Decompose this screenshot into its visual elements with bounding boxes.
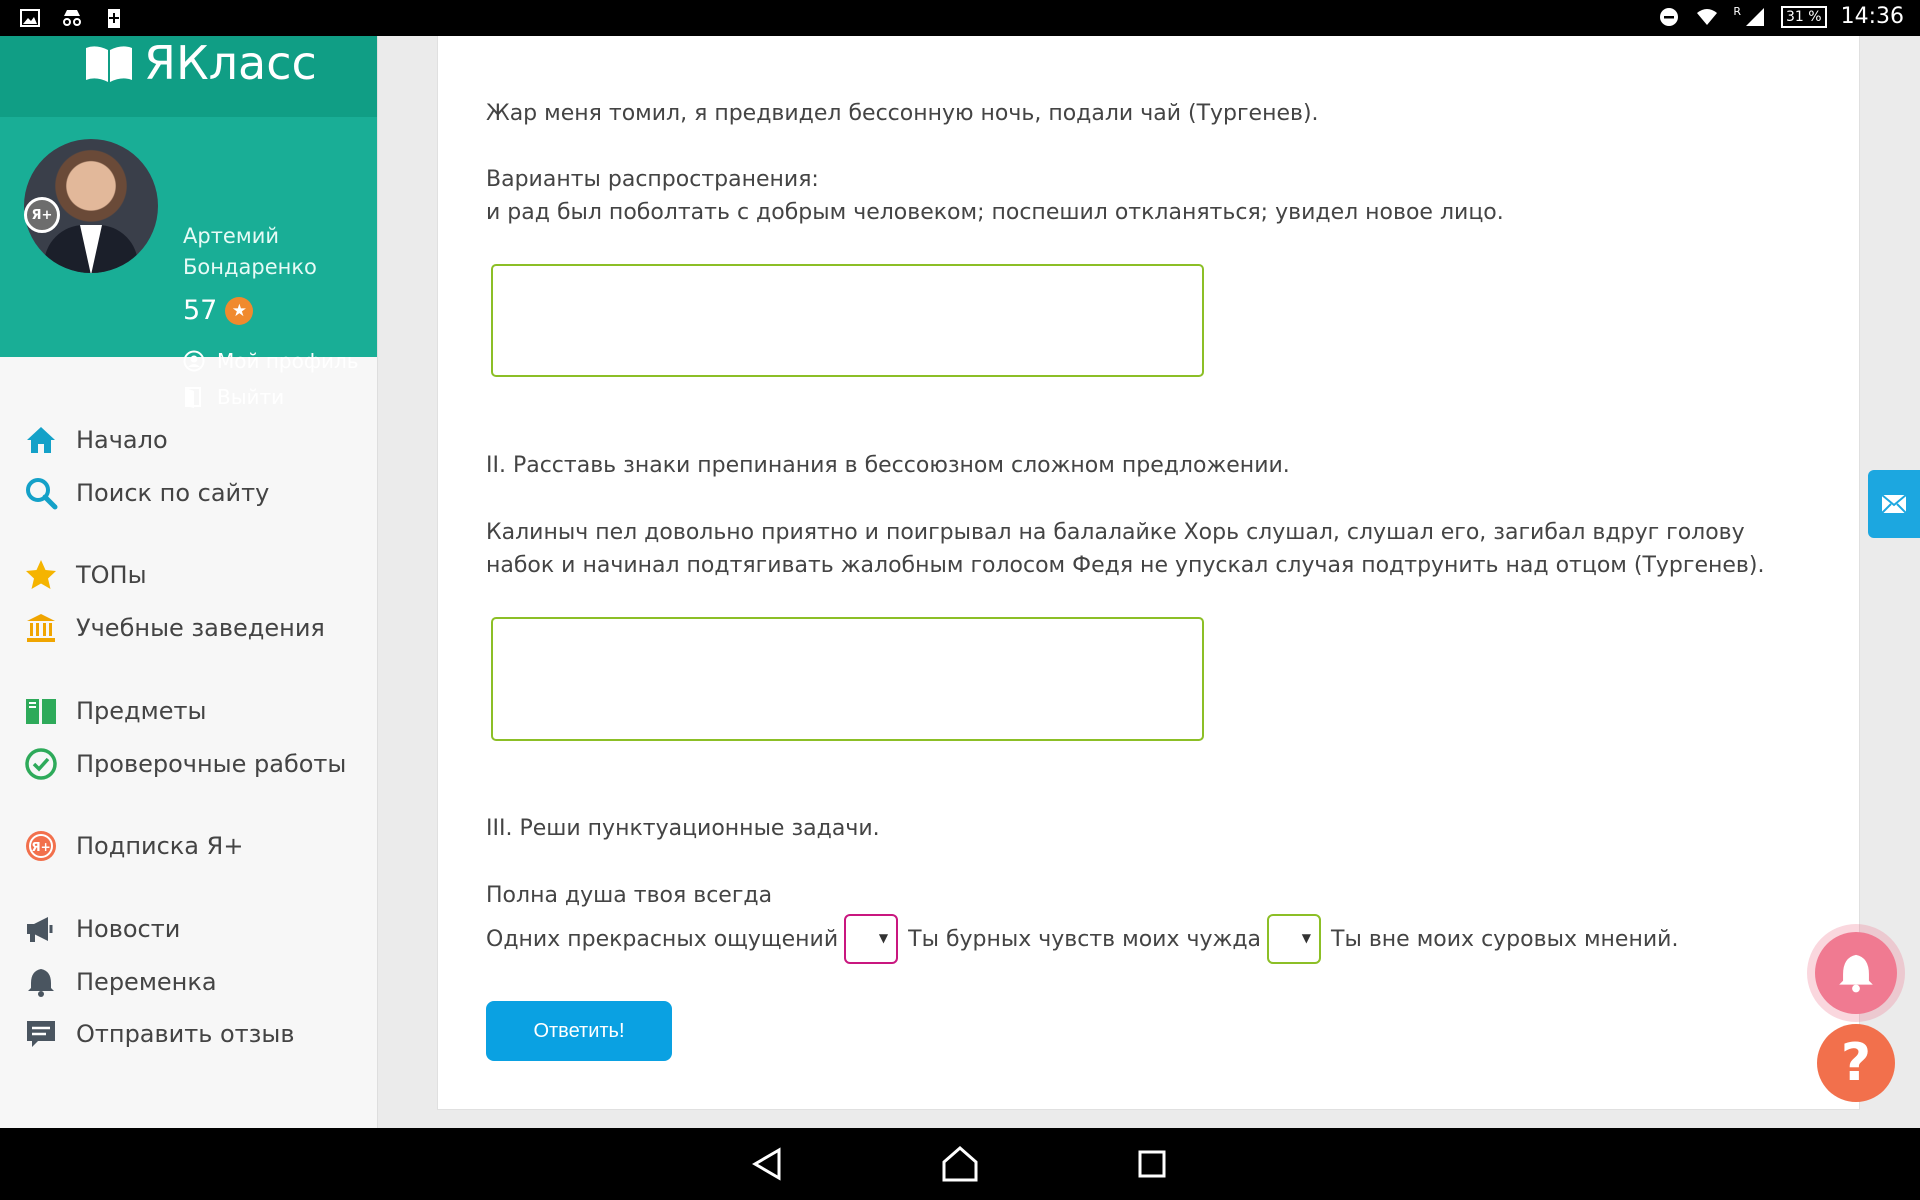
android-navigation-bar [0,1128,1920,1200]
task-card [437,36,1860,1110]
poem-part-1: Одних прекрасных ощущений [486,926,839,952]
punctuation-select-1[interactable] [844,914,898,964]
check-circle-icon [24,747,58,781]
mail-icon [1881,494,1907,514]
section-3-title: III. Реши пунктуационные задачи. [486,816,880,841]
profile-panel [0,117,377,409]
star-icon [24,558,58,592]
menu-item-subjects[interactable]: Предметы [24,694,206,728]
menu-item-news[interactable]: Новости [24,912,180,946]
feedback-mail-tab[interactable] [1868,470,1920,538]
menu-item-feedback[interactable]: Отправить отзыв [24,1017,295,1051]
question-icon: ? [1840,1033,1872,1093]
answer-input-2[interactable] [491,617,1204,741]
subscription-badge: Я+ [24,197,60,233]
svg-text:Я+: Я+ [31,840,51,854]
section-2-title: II. Расставь знаки препинания в бессоюзном сложном предложении. [486,453,1290,478]
menu-item-tops[interactable]: ТОПы [24,558,147,592]
bell-icon [1834,951,1878,995]
menu-item-tests[interactable]: Проверочные работы [24,747,346,781]
do-not-disturb-icon [1657,5,1681,29]
poem-line-1: Полна душа твоя всегда [486,883,773,908]
user-circle-icon [183,350,205,372]
submit-button[interactable]: Ответить! [486,1001,672,1061]
image-notification-icon [18,6,42,30]
roaming-indicator: R [1733,5,1742,18]
variants-label: Варианты распространения: [486,167,819,192]
variants-text: и рад был поболтать с добрым человеком; поспешил откланяться; увидел новое лицо. [486,200,1504,225]
logout-icon [183,386,205,408]
bell-icon [24,965,58,999]
poem-line-2 [486,914,1678,964]
notifications-button[interactable] [1815,932,1897,1014]
home-icon [24,423,58,457]
help-button[interactable] [1817,1024,1895,1102]
status-bar [0,0,1920,36]
poem-part-3: Ты вне моих суровых мнений. [1331,926,1679,952]
logo-area [0,36,377,117]
incognito-icon [60,6,84,30]
menu-item-search[interactable]: Поиск по сайту [24,476,269,510]
my-profile-link[interactable]: Мой профиль [183,349,359,373]
megaphone-icon [24,912,58,946]
signal-icon [1743,5,1767,29]
book-logo-icon [84,44,134,82]
back-icon[interactable] [747,1142,791,1186]
menu-item-subscription[interactable]: Я+ Подписка Я+ [24,829,243,863]
punctuation-select-2[interactable] [1267,914,1321,964]
menu-item-schools[interactable]: Учебные заведения [24,611,325,645]
sidebar [0,36,378,1128]
book-icon [24,694,58,728]
feedback-icon [24,1017,58,1051]
menu-item-break[interactable]: Переменка [24,965,217,999]
poem-part-2: Ты бурных чувств моих чужда [908,926,1262,952]
star-coin-icon: ★ [225,297,253,325]
battery-indicator: 31 % [1781,6,1827,28]
clock: 14:36 [1840,4,1904,29]
menu-item-home[interactable]: Начало [24,423,168,457]
user-name[interactable]: Артемий Бондаренко [183,224,317,279]
answer-input-1[interactable] [491,264,1204,377]
home-nav-icon[interactable] [938,1142,982,1186]
search-icon [24,476,58,510]
subscription-icon [24,829,58,863]
recent-apps-icon[interactable] [1130,1142,1174,1186]
institution-icon [24,611,58,645]
battery-charging-icon [102,6,126,30]
logo[interactable] [84,36,317,90]
points: 57 ★ [183,295,253,326]
sentence-1: Жар меня томил, я предвидел бессонную ночь, подали чай (Тургенев). [486,101,1319,126]
logo-text: ЯКласс [144,36,317,90]
wifi-icon [1695,5,1719,29]
section-2-line-2: набок и начинал подтягивать жалобным голосом Федя не упускал случая подтрунить над отцом (Тургенев). [486,553,1765,578]
section-2-line-1: Калиныч пел довольно приятно и поигрывал на балалайке Хорь слушал, слушал его, загибал вдруг голову [486,520,1745,545]
logout-link[interactable]: Выйти [183,385,284,409]
